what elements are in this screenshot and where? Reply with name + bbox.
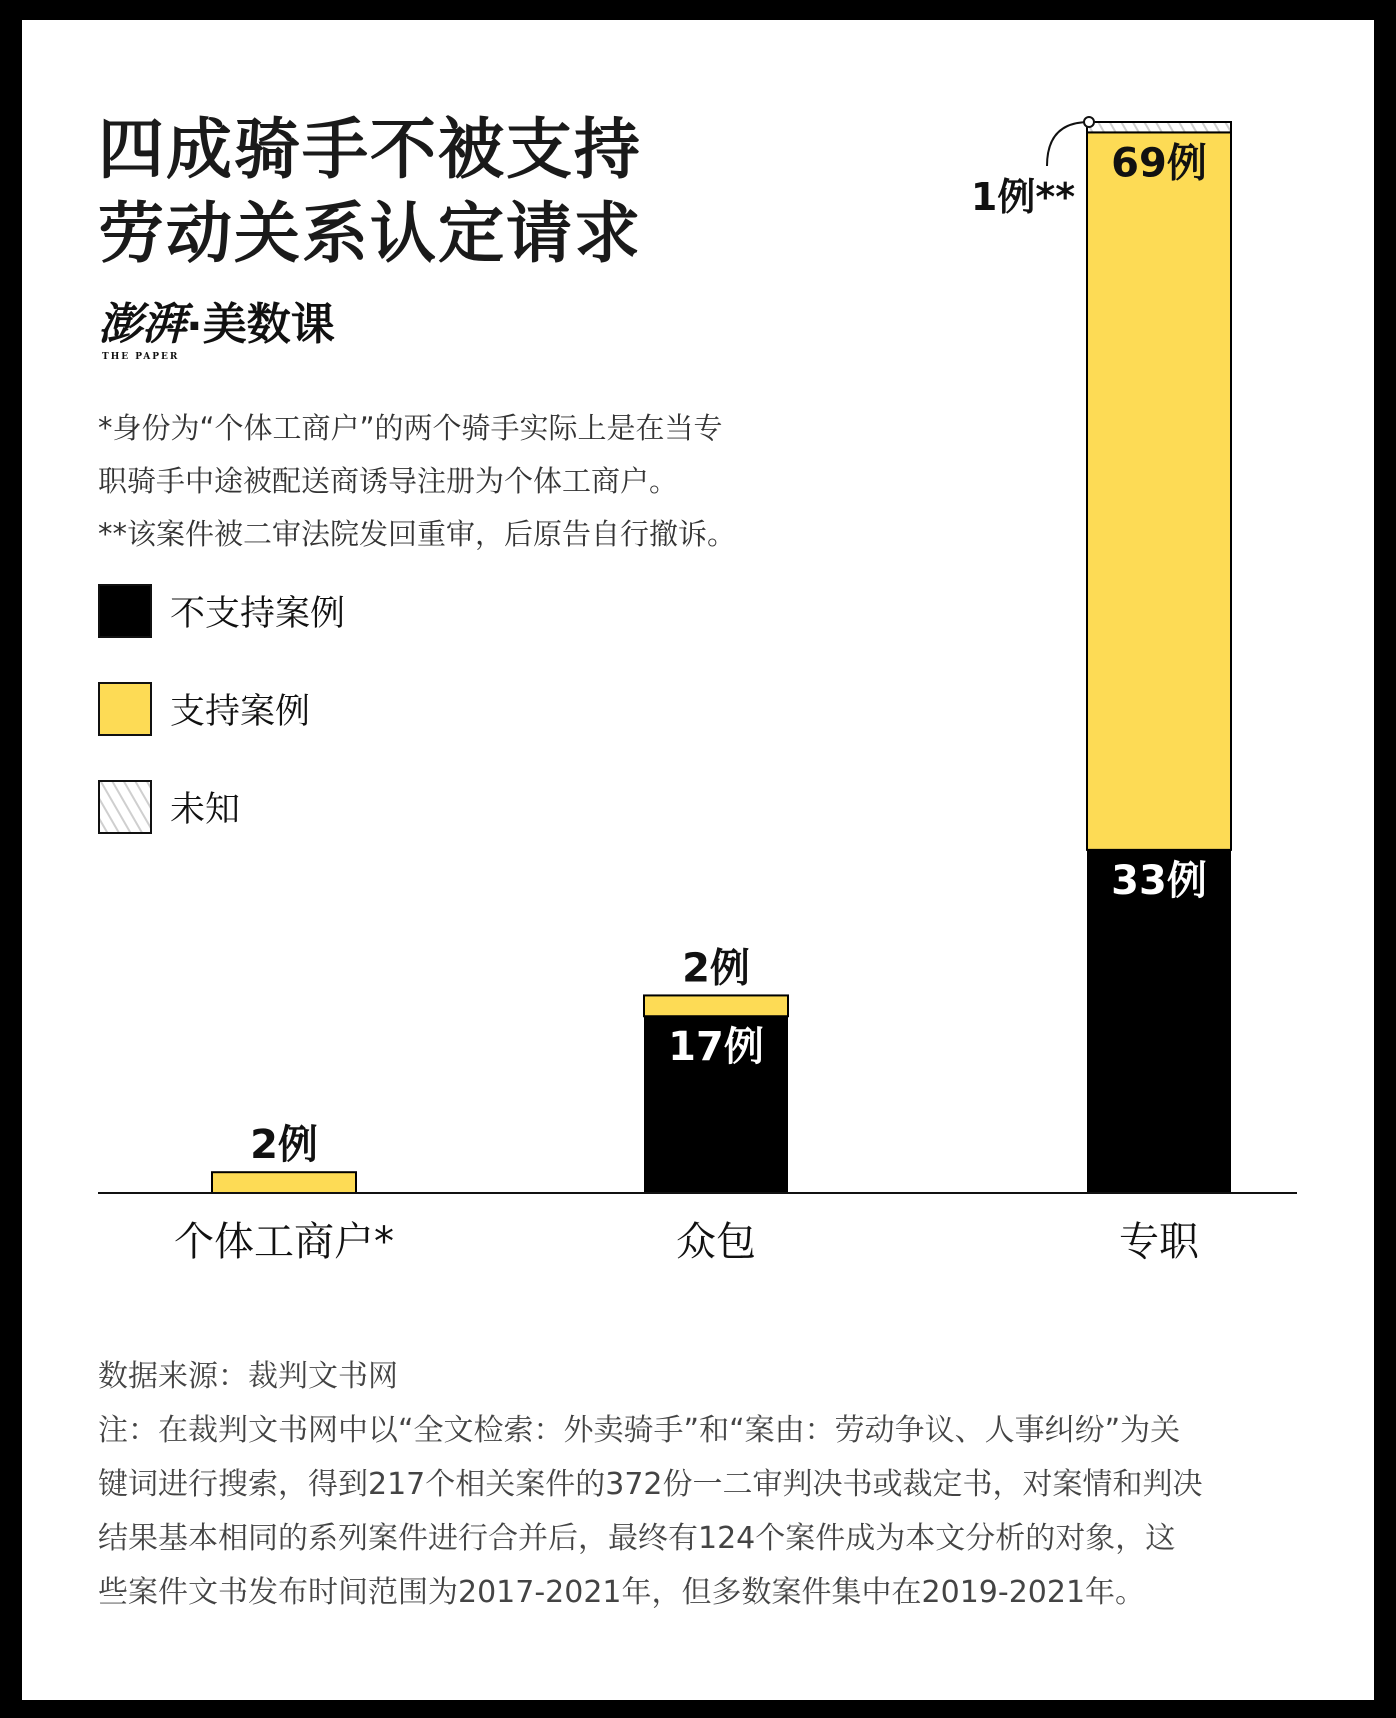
bar-supported <box>212 1172 356 1193</box>
title-line-1: 四成骑手不被支持 <box>98 111 642 188</box>
footnote-line: 职骑手中途被配送商诱导注册为个体工商户。 <box>98 464 679 498</box>
data-label-unsupported: 17例 <box>668 1024 764 1071</box>
source-line: 数据来源：裁判文书网 <box>98 1359 398 1394</box>
category-label: 个体工商户* <box>174 1219 394 1265</box>
brand-name: 美数课 <box>202 299 335 350</box>
unknown-marker-dot <box>1084 117 1094 127</box>
brand-separator: · <box>186 301 203 352</box>
data-label-unknown: 1例** <box>970 175 1076 219</box>
source-line: 注：在裁判文书网中以“全文检索：外卖骑手”和“案由：劳动争议、人事纠纷”为关 <box>98 1413 1181 1448</box>
bar-supported <box>644 995 788 1016</box>
category-label: 专职 <box>1119 1219 1199 1265</box>
footnote-line: *身份为“个体工商户”的两个骑手实际上是在当专 <box>98 411 723 445</box>
source-line: 些案件文书发布时间范围为2017-2021年，但多数案件集中在2019-2021年。 <box>98 1575 1146 1610</box>
legend-label: 不支持案例 <box>170 594 346 634</box>
legend-label: 支持案例 <box>170 692 311 732</box>
bar-supported <box>1087 132 1231 849</box>
stacked-bar-chart <box>22 20 1374 1320</box>
data-label-supported: 2例 <box>250 1122 318 1169</box>
unknown-leader-line <box>1047 122 1089 166</box>
infographic-card <box>22 20 1374 1700</box>
title-line-2: 劳动关系认定请求 <box>98 195 642 272</box>
source-notes <box>98 1350 1298 1620</box>
data-label-supported: 69例 <box>1111 140 1207 187</box>
data-label-unsupported: 33例 <box>1111 857 1207 904</box>
footnote-line: **该案件被二审法院发回重审，后原告自行撤诉。 <box>98 517 737 551</box>
bar-unknown <box>1087 122 1231 132</box>
legend-label: 未知 <box>170 790 241 830</box>
thepaper-logo: 澎湃 THE PAPER <box>98 299 186 362</box>
logo-subtext: THE PAPER <box>102 352 180 362</box>
data-label-supported: 2例 <box>682 945 750 992</box>
source-line: 结果基本相同的系列案件进行合并后，最终有124个案件成为本文分析的对象，这 <box>98 1521 1176 1556</box>
category-label: 众包 <box>676 1219 756 1265</box>
source-line: 键词进行搜索，得到217个相关案件的372份一二审判决书或裁定书，对案情和判决 <box>98 1467 1203 1502</box>
